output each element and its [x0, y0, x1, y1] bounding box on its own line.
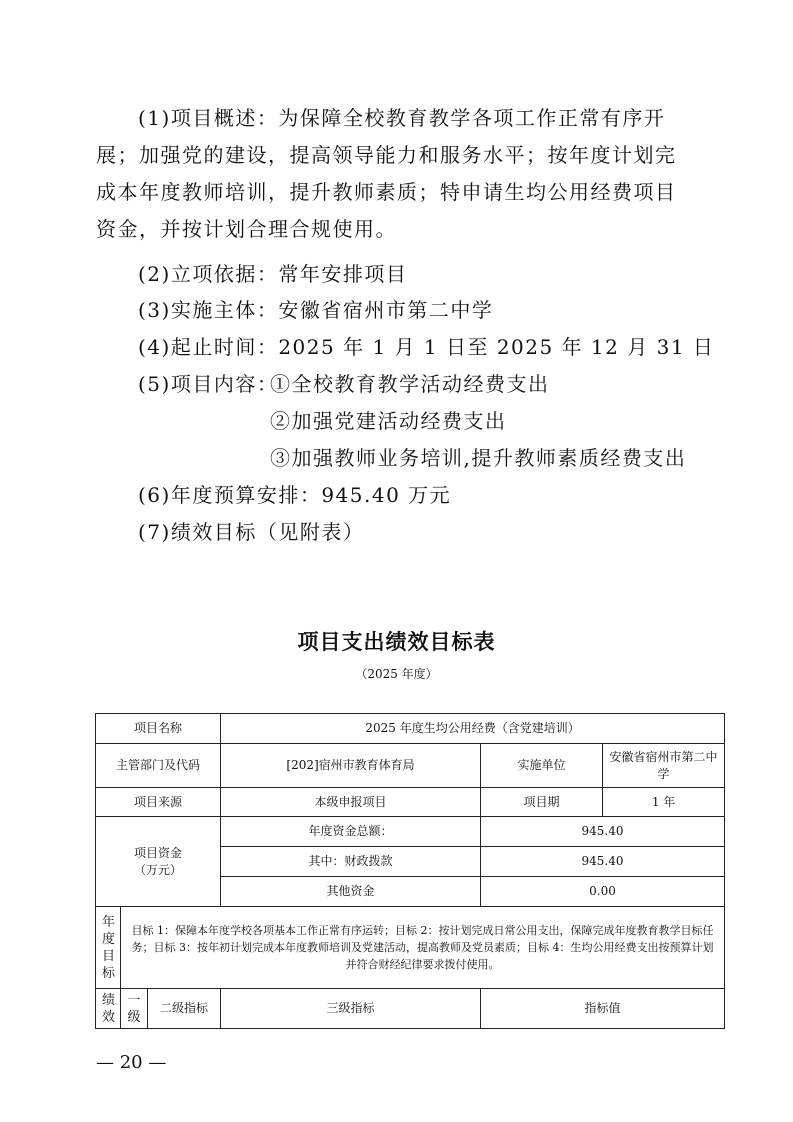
indicator-value-header: 指标值 — [481, 989, 725, 1029]
impl-unit-label: 实施单位 — [481, 744, 603, 788]
level1-label-char: 一 — [127, 992, 141, 1008]
perf-label-char: 绩 — [102, 992, 116, 1008]
dept-label: 主管部门及代码 — [96, 744, 221, 788]
performance-target-table — [95, 713, 725, 1029]
project-period-label: 项目期 — [481, 788, 603, 817]
project-overview: (1)项目概述：为保障全校教育教学各项工作正常有序开展；加强党的建设，提高领导能力和服务水平；按年度计划完成本年度教师培训，提升教师素质；特申请生均公用经费项目资金，并按计划合理合规使用。 — [96, 106, 677, 241]
goals-label-char: 目 — [102, 948, 116, 964]
funds-unit-text: （万元） — [134, 862, 183, 877]
project-funds-label — [96, 817, 221, 907]
project-period: (4)起止时间：2025 年 1 月 1 日至 2025 年 12 月 31 日 — [138, 335, 715, 359]
project-content-item-3: ③加强教师业务培训,提升教师素质经费支出 — [270, 446, 687, 470]
performance-label — [96, 989, 121, 1029]
goals-label-char: 年 — [102, 914, 116, 930]
project-basis: (2)立项依据：常年安排项目 — [138, 262, 408, 286]
project-content-item-2: ②加强党建活动经费支出 — [270, 409, 507, 433]
level1-indicator-header — [121, 989, 148, 1029]
perf-label-char: 效 — [102, 1009, 116, 1025]
level1-label-char: 级 — [127, 1009, 141, 1025]
project-source-value: 本级申报项目 — [221, 788, 481, 817]
project-name-label: 项目名称 — [96, 714, 221, 744]
table-subtitle: （2025 年度） — [355, 667, 438, 681]
project-source-label: 项目来源 — [96, 788, 221, 817]
project-content-item-1: ①全校教育教学活动经费支出 — [270, 372, 550, 396]
goals-label-char: 标 — [102, 965, 116, 981]
project-period-value: 1 年 — [603, 788, 725, 817]
fiscal-funds-label: 其中：财政拨款 — [221, 847, 481, 877]
annual-goals-text: 目标 1：保障本年度学校各项基本工作正常有序运转；目标 2：按计划完成日常公用支出，保障完成年度教育教学目标任务；目标 3：按年初计划完成本年度教师培训及党建活动，提高教师及党员素质；目标 4：生均公用经费支出按预算计划并符合财经纪律要求拨付使用。 — [121, 907, 725, 989]
level2-indicator-header: 二级指标 — [148, 989, 221, 1029]
level3-indicator-header: 三级指标 — [221, 989, 481, 1029]
project-content-label: (5)项目内容： — [138, 372, 279, 396]
total-funds-label: 年度资金总额： — [221, 817, 481, 847]
impl-unit-value: 安徽省宿州市第二中学 — [603, 744, 725, 788]
dept-value: [202]宿州市教育体育局 — [221, 744, 481, 788]
other-funds-value: 0.00 — [481, 877, 725, 907]
annual-goals-label — [96, 907, 121, 989]
annual-budget: (6)年度预算安排：945.40 万元 — [138, 483, 452, 507]
table-title: 项目支出绩效目标表 — [297, 630, 496, 654]
fiscal-funds-value: 945.40 — [481, 847, 725, 877]
implementing-entity: (3)实施主体：安徽省宿州市第二中学 — [138, 298, 494, 322]
funds-label-text: 项目资金 — [134, 845, 183, 860]
project-name-value: 2025 年度生均公用经费（含党建培训） — [221, 714, 725, 744]
performance-goals-ref: (7)绩效目标（见附表） — [138, 520, 365, 544]
other-funds-label: 其他资金 — [221, 877, 481, 907]
goals-label-char: 度 — [102, 931, 116, 947]
page-number: — 20 — — [96, 1052, 167, 1073]
total-funds-value: 945.40 — [481, 817, 725, 847]
